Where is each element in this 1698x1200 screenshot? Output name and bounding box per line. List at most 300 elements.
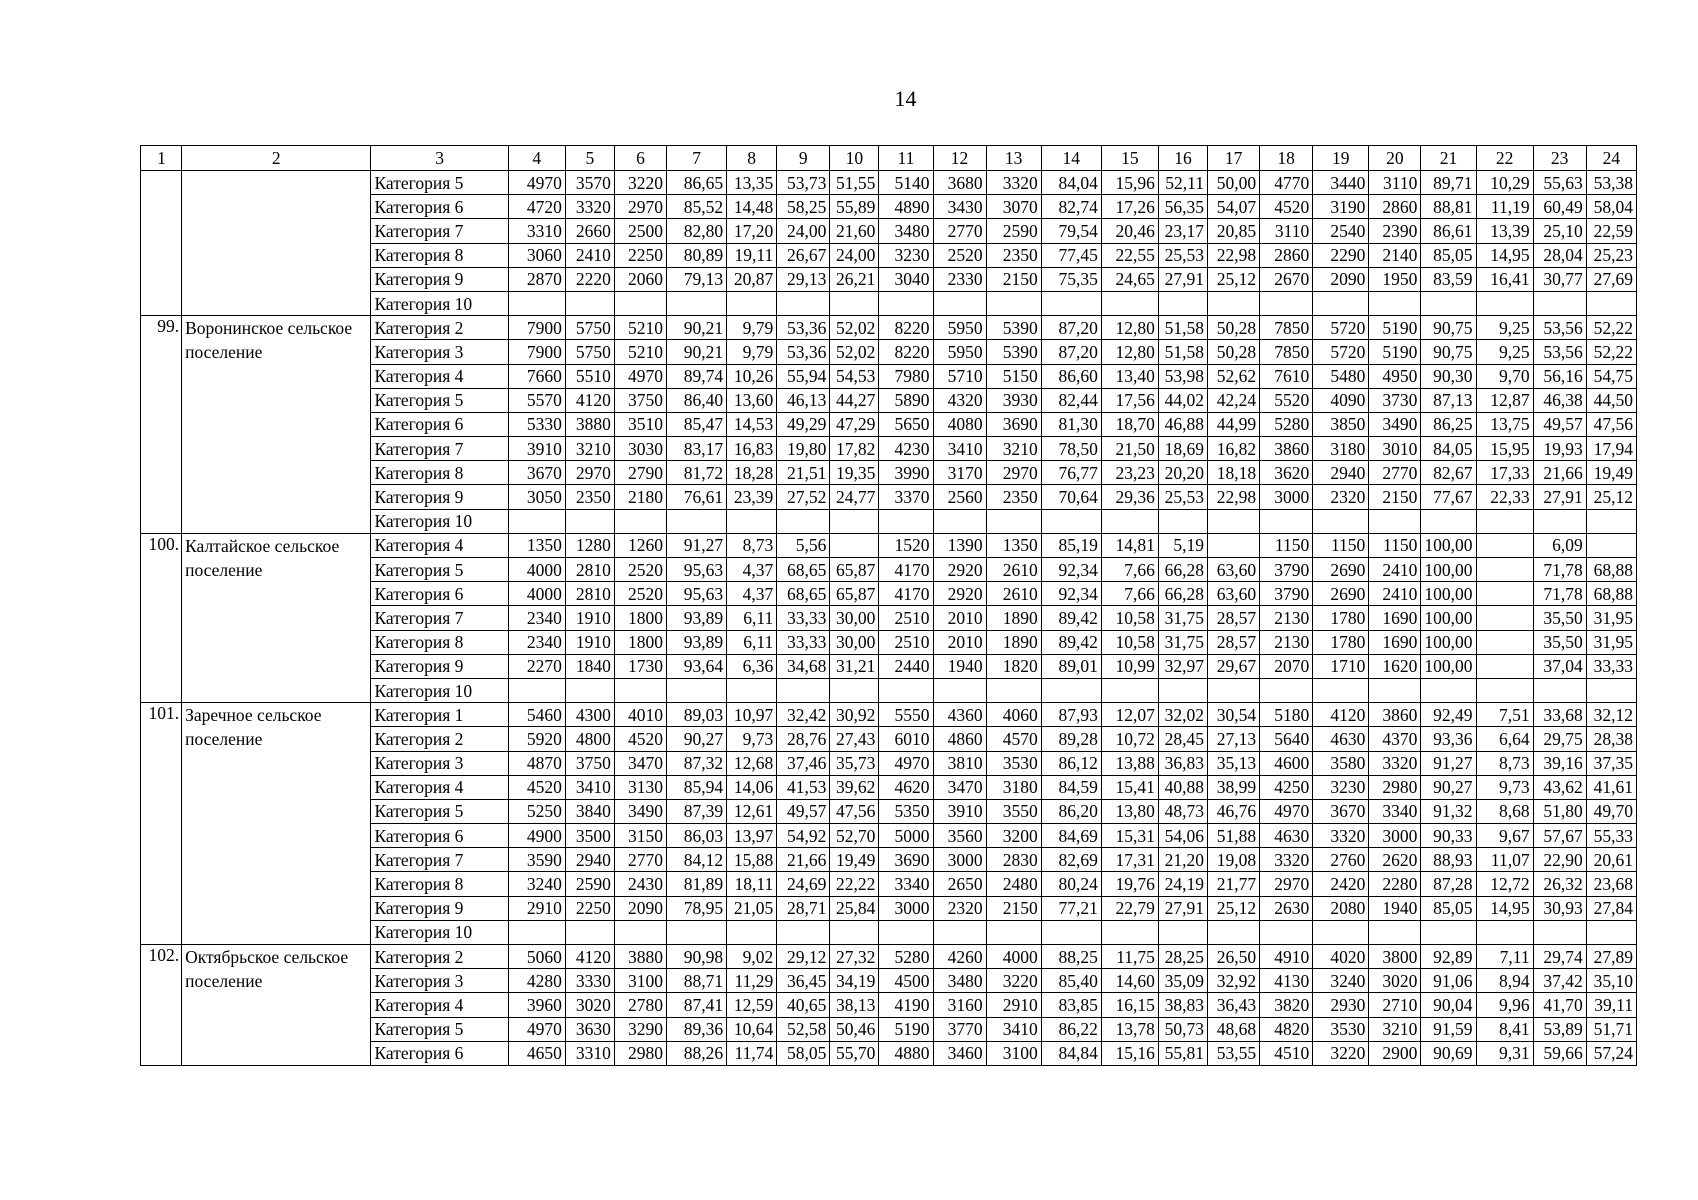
value-cell: 4080 [933,412,986,436]
value-cell: 3460 [933,1041,986,1065]
value-cell: 93,89 [667,606,727,630]
value-cell: 2080 [1313,896,1369,920]
column-header: 7 [667,146,727,171]
settlement-name [182,171,371,316]
value-cell: 20,87 [727,267,777,291]
value-cell: 3060 [508,243,565,267]
value-cell: 13,35 [727,171,777,195]
value-cell: 4910 [1260,945,1313,969]
value-cell [1158,678,1207,702]
value-cell: 48,73 [1158,799,1207,823]
value-cell: 1940 [1369,896,1421,920]
value-cell: 88,26 [667,1041,727,1065]
value-cell: 22,22 [830,872,879,896]
value-cell: 44,27 [830,388,879,412]
value-cell: 6010 [879,727,933,751]
value-cell: 1690 [1369,606,1421,630]
value-cell: 3530 [1313,1017,1369,1041]
value-cell: 19,80 [777,437,830,461]
value-cell: 2290 [1313,243,1369,267]
value-cell: 27,32 [830,945,879,969]
value-cell: 89,28 [1041,727,1101,751]
value-cell: 4020 [1313,945,1369,969]
value-cell: 10,26 [727,364,777,388]
value-cell: 44,99 [1208,412,1260,436]
value-cell [727,509,777,533]
value-cell: 29,12 [777,945,830,969]
value-cell: 30,00 [830,630,879,654]
value-cell: 14,60 [1101,969,1158,993]
value-cell: 86,40 [667,388,727,412]
value-cell: 4230 [879,437,933,461]
value-cell: 57,67 [1533,824,1586,848]
value-cell: 2220 [565,267,614,291]
value-cell: 1730 [614,654,666,678]
value-cell: 12,87 [1476,388,1533,412]
category-cell: Категория 6 [371,582,508,606]
value-cell: 51,58 [1158,340,1207,364]
value-cell: 2610 [986,582,1041,606]
value-cell: 5390 [986,340,1041,364]
value-cell: 14,06 [727,775,777,799]
value-cell: 1390 [933,533,986,557]
column-header: 20 [1369,146,1421,171]
value-cell: 2540 [1313,219,1369,243]
value-cell: 27,91 [1158,896,1207,920]
value-cell: 1800 [614,606,666,630]
category-cell: Категория 6 [371,195,508,219]
value-cell: 7,11 [1476,945,1533,969]
value-cell: 21,60 [830,219,879,243]
value-cell: 84,69 [1041,824,1101,848]
value-cell: 89,01 [1041,654,1101,678]
value-cell: 2270 [508,654,565,678]
value-cell [879,678,933,702]
value-cell: 46,13 [777,388,830,412]
value-cell: 3000 [1369,824,1421,848]
value-cell: 11,19 [1476,195,1533,219]
value-cell [614,678,666,702]
value-cell: 3200 [986,824,1041,848]
value-cell: 23,23 [1101,461,1158,485]
value-cell: 3100 [986,1041,1041,1065]
value-cell: 54,75 [1586,364,1636,388]
value-cell: 100,00 [1421,630,1476,654]
value-cell: 42,24 [1208,388,1260,412]
value-cell: 2900 [1369,1041,1421,1065]
value-cell [1041,291,1101,315]
value-cell: 28,76 [777,727,830,751]
value-cell: 90,21 [667,316,727,340]
value-cell: 79,13 [667,267,727,291]
value-cell [1208,291,1260,315]
value-cell: 10,97 [727,703,777,727]
category-cell: Категория 8 [371,243,508,267]
category-cell: Категория 8 [371,872,508,896]
category-cell: Категория 8 [371,630,508,654]
value-cell [879,920,933,944]
value-cell: 4320 [933,388,986,412]
category-cell: Категория 6 [371,1041,508,1065]
value-cell: 24,00 [777,219,830,243]
value-cell: 43,62 [1533,775,1586,799]
value-cell: 29,13 [777,267,830,291]
value-cell: 3030 [614,437,666,461]
value-cell: 90,75 [1421,340,1476,364]
value-cell: 28,04 [1533,243,1586,267]
value-cell: 29,75 [1533,727,1586,751]
value-cell: 2340 [508,606,565,630]
value-cell: 19,11 [727,243,777,267]
value-cell: 95,63 [667,558,727,582]
value-cell: 7,66 [1101,558,1158,582]
category-cell: Категория 5 [371,1017,508,1041]
value-cell: 82,69 [1041,848,1101,872]
value-cell: 1710 [1313,654,1369,678]
value-cell: 13,78 [1101,1017,1158,1041]
value-cell: 50,28 [1208,316,1260,340]
value-cell: 2610 [986,558,1041,582]
value-cell: 81,89 [667,872,727,896]
value-cell: 16,15 [1101,993,1158,1017]
category-cell: Категория 10 [371,920,508,944]
value-cell: 88,81 [1421,195,1476,219]
value-cell: 3240 [508,872,565,896]
value-cell: 2180 [614,485,666,509]
value-cell: 16,41 [1476,267,1533,291]
value-cell: 1950 [1369,267,1421,291]
category-cell: Категория 3 [371,340,508,364]
category-cell: Категория 9 [371,896,508,920]
value-cell: 2010 [933,630,986,654]
column-header: 16 [1158,146,1207,171]
value-cell: 91,59 [1421,1017,1476,1041]
value-cell [1476,582,1533,606]
value-cell: 84,04 [1041,171,1101,195]
value-cell: 51,88 [1208,824,1260,848]
value-cell [830,291,879,315]
value-cell [986,291,1041,315]
settlement-number: 101. [141,703,182,945]
value-cell: 60,49 [1533,195,1586,219]
value-cell: 2440 [879,654,933,678]
value-cell: 2150 [986,896,1041,920]
value-cell: 4120 [1313,703,1369,727]
value-cell: 37,46 [777,751,830,775]
category-cell: Категория 8 [371,461,508,485]
value-cell: 87,20 [1041,340,1101,364]
value-cell: 16,83 [727,437,777,461]
value-cell [1586,291,1636,315]
value-cell: 2480 [986,872,1041,896]
value-cell: 47,29 [830,412,879,436]
value-cell: 91,32 [1421,799,1476,823]
value-cell: 3570 [565,171,614,195]
value-cell: 2070 [1260,654,1313,678]
value-cell: 1840 [565,654,614,678]
value-cell: 3960 [508,993,565,1017]
value-cell: 2940 [1313,461,1369,485]
value-cell: 10,58 [1101,630,1158,654]
value-cell: 2320 [1313,485,1369,509]
value-cell: 2150 [986,267,1041,291]
value-cell: 3670 [508,461,565,485]
category-cell: Категория 6 [371,412,508,436]
value-cell: 41,53 [777,775,830,799]
value-cell: 19,35 [830,461,879,485]
value-cell: 4120 [565,388,614,412]
value-cell: 4510 [1260,1041,1313,1065]
value-cell: 13,39 [1476,219,1533,243]
value-cell: 4,37 [727,582,777,606]
value-cell: 49,29 [777,412,830,436]
value-cell: 3590 [508,848,565,872]
value-cell [1533,291,1586,315]
value-cell [879,291,933,315]
value-cell: 8,94 [1476,969,1533,993]
value-cell: 88,71 [667,969,727,993]
value-cell: 3820 [1260,993,1313,1017]
value-cell: 2090 [614,896,666,920]
value-cell: 25,84 [830,896,879,920]
value-cell: 22,90 [1533,848,1586,872]
value-cell [1313,678,1369,702]
value-cell: 2930 [1313,993,1369,1017]
value-cell: 5190 [879,1017,933,1041]
value-cell: 3310 [565,1041,614,1065]
value-cell: 1910 [565,606,614,630]
value-cell: 46,76 [1208,799,1260,823]
value-cell: 19,49 [830,848,879,872]
value-cell: 51,55 [830,171,879,195]
value-cell: 4060 [986,703,1041,727]
value-cell: 36,45 [777,969,830,993]
value-cell: 15,41 [1101,775,1158,799]
value-cell: 10,64 [727,1017,777,1041]
value-cell: 3770 [933,1017,986,1041]
value-cell: 2760 [1313,848,1369,872]
value-cell: 2770 [614,848,666,872]
value-cell: 3010 [1369,437,1421,461]
value-cell: 35,73 [830,751,879,775]
column-header: 4 [508,146,565,171]
value-cell [986,678,1041,702]
value-cell: 2510 [879,630,933,654]
value-cell: 82,44 [1041,388,1101,412]
value-cell: 53,89 [1533,1017,1586,1041]
column-header: 17 [1208,146,1260,171]
value-cell: 7980 [879,364,933,388]
table-body [141,146,1637,1066]
settlement-name: Воронинское сельское поселение [182,316,371,534]
value-cell: 100,00 [1421,654,1476,678]
value-cell: 4770 [1260,171,1313,195]
value-cell: 3490 [614,799,666,823]
value-cell: 15,88 [727,848,777,872]
value-cell: 68,88 [1586,558,1636,582]
column-header: 15 [1101,146,1158,171]
value-cell: 3210 [1369,1017,1421,1041]
value-cell: 3790 [1260,582,1313,606]
value-cell: 2870 [508,267,565,291]
value-cell: 92,49 [1421,703,1476,727]
value-cell: 85,05 [1421,896,1476,920]
value-cell: 5000 [879,824,933,848]
value-cell: 3630 [565,1017,614,1041]
value-cell: 13,60 [727,388,777,412]
value-cell [1476,291,1533,315]
value-cell: 2810 [565,558,614,582]
value-cell: 4000 [986,945,1041,969]
value-cell: 17,94 [1586,437,1636,461]
value-cell: 66,28 [1158,582,1207,606]
value-cell: 17,82 [830,437,879,461]
value-cell: 3130 [614,775,666,799]
value-cell: 92,34 [1041,582,1101,606]
value-cell: 12,59 [727,993,777,1017]
value-cell: 2350 [986,485,1041,509]
value-cell: 3430 [933,195,986,219]
value-cell: 35,50 [1533,630,1586,654]
value-cell: 14,48 [727,195,777,219]
value-cell: 89,71 [1421,171,1476,195]
value-cell: 52,02 [830,316,879,340]
value-cell: 51,71 [1586,1017,1636,1041]
column-header: 19 [1313,146,1369,171]
category-cell: Категория 4 [371,533,508,557]
value-cell: 30,93 [1533,896,1586,920]
value-cell [508,920,565,944]
value-cell [777,509,830,533]
value-cell: 88,93 [1421,848,1476,872]
value-cell: 3480 [879,219,933,243]
value-cell: 52,58 [777,1017,830,1041]
value-cell: 2250 [614,243,666,267]
value-cell: 23,39 [727,485,777,509]
value-cell: 3670 [1313,799,1369,823]
value-cell: 15,31 [1101,824,1158,848]
value-cell: 1820 [986,654,1041,678]
value-cell: 5550 [879,703,933,727]
value-cell: 53,98 [1158,364,1207,388]
value-cell: 3000 [933,848,986,872]
value-cell: 77,67 [1421,485,1476,509]
value-cell: 33,33 [777,630,830,654]
value-cell: 44,02 [1158,388,1207,412]
value-cell: 2340 [508,630,565,654]
value-cell: 28,45 [1158,727,1207,751]
value-cell: 85,40 [1041,969,1101,993]
value-cell: 81,30 [1041,412,1101,436]
category-cell: Категория 6 [371,824,508,848]
value-cell: 87,39 [667,799,727,823]
value-cell: 19,49 [1586,461,1636,485]
value-cell: 4970 [508,1017,565,1041]
value-cell: 5480 [1313,364,1369,388]
category-cell: Категория 1 [371,703,508,727]
value-cell: 2520 [614,558,666,582]
value-cell: 2970 [986,461,1041,485]
value-cell: 58,04 [1586,195,1636,219]
value-cell: 63,60 [1208,582,1260,606]
value-cell: 3550 [986,799,1041,823]
value-cell: 5150 [986,364,1041,388]
value-cell: 3860 [1260,437,1313,461]
value-cell: 12,61 [727,799,777,823]
value-cell: 5920 [508,727,565,751]
value-cell: 48,68 [1208,1017,1260,1041]
value-cell: 87,32 [667,751,727,775]
value-cell: 52,11 [1158,171,1207,195]
value-cell: 90,30 [1421,364,1476,388]
value-cell [1476,558,1533,582]
value-cell: 86,61 [1421,219,1476,243]
value-cell: 50,00 [1208,171,1260,195]
value-cell: 1690 [1369,630,1421,654]
value-cell: 2830 [986,848,1041,872]
value-cell: 27,84 [1586,896,1636,920]
value-cell: 3110 [1260,219,1313,243]
value-cell: 65,87 [830,558,879,582]
value-cell: 5650 [879,412,933,436]
value-cell: 7900 [508,340,565,364]
value-cell [1041,678,1101,702]
value-cell: 3850 [1313,412,1369,436]
value-cell: 2130 [1260,630,1313,654]
value-cell [1041,509,1101,533]
value-cell: 18,69 [1158,437,1207,461]
value-cell: 17,33 [1476,461,1533,485]
value-cell: 12,80 [1101,316,1158,340]
settlement-name: Заречное сельское поселение [182,703,371,945]
value-cell [1369,291,1421,315]
value-cell: 35,10 [1586,969,1636,993]
value-cell: 25,12 [1208,267,1260,291]
value-cell: 19,08 [1208,848,1260,872]
value-cell: 8,68 [1476,799,1533,823]
value-cell: 46,38 [1533,388,1586,412]
value-cell: 4370 [1369,727,1421,751]
value-cell: 4280 [508,969,565,993]
value-cell: 87,13 [1421,388,1476,412]
value-cell: 4900 [508,824,565,848]
value-cell: 55,81 [1158,1041,1207,1065]
value-cell: 30,00 [830,606,879,630]
value-cell: 27,52 [777,485,830,509]
header-row [141,146,1637,171]
value-cell: 3730 [1369,388,1421,412]
category-cell: Категория 2 [371,727,508,751]
value-cell: 4950 [1369,364,1421,388]
table-row [141,171,1637,195]
value-cell: 3800 [1369,945,1421,969]
value-cell: 41,70 [1533,993,1586,1017]
value-cell: 3470 [933,775,986,799]
value-cell [508,678,565,702]
value-cell: 82,67 [1421,461,1476,485]
value-cell: 3690 [986,412,1041,436]
value-cell: 22,98 [1208,243,1260,267]
value-cell [1208,533,1260,557]
value-cell: 5750 [565,340,614,364]
value-cell: 12,80 [1101,340,1158,364]
value-cell: 3470 [614,751,666,775]
page-number: 14 [894,86,917,111]
value-cell: 2920 [933,558,986,582]
value-cell: 85,47 [667,412,727,436]
data-table [140,145,1637,1066]
value-cell: 4970 [1260,799,1313,823]
